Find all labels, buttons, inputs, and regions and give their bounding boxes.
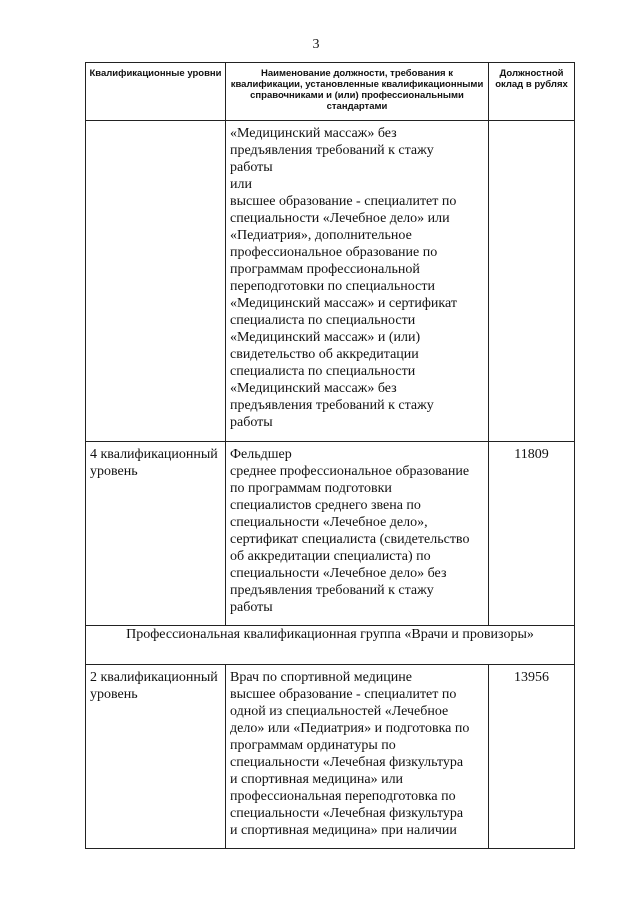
description-line: «Медицинский массаж» и (или)	[230, 330, 421, 345]
description-line: Фельдшер	[230, 447, 292, 462]
level-cell	[86, 121, 226, 442]
description-line: высшее образование - специалитет по	[230, 194, 457, 209]
description-line: об аккредитации специалиста) по	[230, 549, 431, 564]
description-line: программам профессиональной	[230, 262, 420, 277]
level-cell: 4 квалификационный уровень	[86, 442, 226, 626]
page-number: 3	[312, 37, 320, 52]
header-position-requirements: Наименование должности, требования к квалификации, установленные квалификационными справочниками и (или) профессиональными стандартами	[226, 63, 489, 121]
description-line: переподготовки по специальности	[230, 279, 435, 294]
table-row	[86, 665, 575, 849]
description-line: среднее профессиональное образование	[230, 464, 470, 479]
description-cell	[226, 121, 489, 442]
description-line: «Медицинский массаж» и сертификат	[230, 296, 457, 311]
salary-cell: 13956	[489, 665, 575, 849]
description-line: по программам подготовки	[230, 481, 392, 496]
description-line: предъявления требований к стажу	[230, 398, 434, 413]
description-line: специальности «Лечебная физкультура	[230, 755, 464, 770]
description-line: Врач по спортивной медицине	[230, 670, 412, 685]
description-line: «Медицинский массаж» без	[230, 126, 397, 141]
salary-cell: 11809	[489, 442, 575, 626]
group-title: Профессиональная квалификационная группа «Врачи и провизоры»	[86, 626, 575, 665]
level-cell: 2 квалификационный уровень	[86, 665, 226, 849]
description-line: предъявления требований к стажу	[230, 143, 434, 158]
description-line: свидетельство об аккредитации	[230, 347, 419, 362]
group-title-row	[86, 626, 575, 665]
description-line: или	[230, 177, 252, 192]
description-cell	[226, 442, 489, 626]
description-line: «Педиатрия», дополнительное	[230, 228, 412, 243]
header-qualification-levels: Квалификационные уровни	[86, 63, 226, 121]
description-line: предъявления требований к стажу	[230, 583, 434, 598]
description-line: «Медицинский массаж» без	[230, 381, 397, 396]
description-line: работы	[230, 415, 273, 430]
table-row	[86, 442, 575, 626]
description-line: специальности «Лечебное дело» без	[230, 566, 447, 581]
description-line: и спортивная медицина» при наличии	[230, 823, 457, 838]
description-line: специальности «Лечебное дело»,	[230, 515, 428, 530]
description-line: и спортивная медицина» или	[230, 772, 404, 787]
description-cell	[226, 665, 489, 849]
description-line: высшее образование - специалитет по	[230, 687, 457, 702]
table-row	[86, 121, 575, 442]
description-line: специалиста по специальности	[230, 313, 416, 328]
description-line: специалиста по специальности	[230, 364, 416, 379]
description-line: одной из специальностей «Лечебное	[230, 704, 449, 719]
description-line: работы	[230, 160, 273, 175]
qualification-table	[85, 62, 575, 849]
description-line: дело» или «Педиатрия» и подготовка по	[230, 721, 470, 736]
description-line: профессиональное образование по	[230, 245, 438, 260]
header-salary: Должностной оклад в рублях	[489, 63, 575, 121]
description-line: специальности «Лечебная физкультура	[230, 806, 464, 821]
description-line: программам ординатуры по	[230, 738, 396, 753]
description-line: работы	[230, 600, 273, 615]
salary-cell	[489, 121, 575, 442]
description-line: профессиональная переподготовка по	[230, 789, 456, 804]
description-line: специалистов среднего звена по	[230, 498, 421, 513]
table-header-row	[86, 63, 575, 121]
description-line: сертификат специалиста (свидетельство	[230, 532, 470, 547]
description-line: специальности «Лечебное дело» или	[230, 211, 450, 226]
